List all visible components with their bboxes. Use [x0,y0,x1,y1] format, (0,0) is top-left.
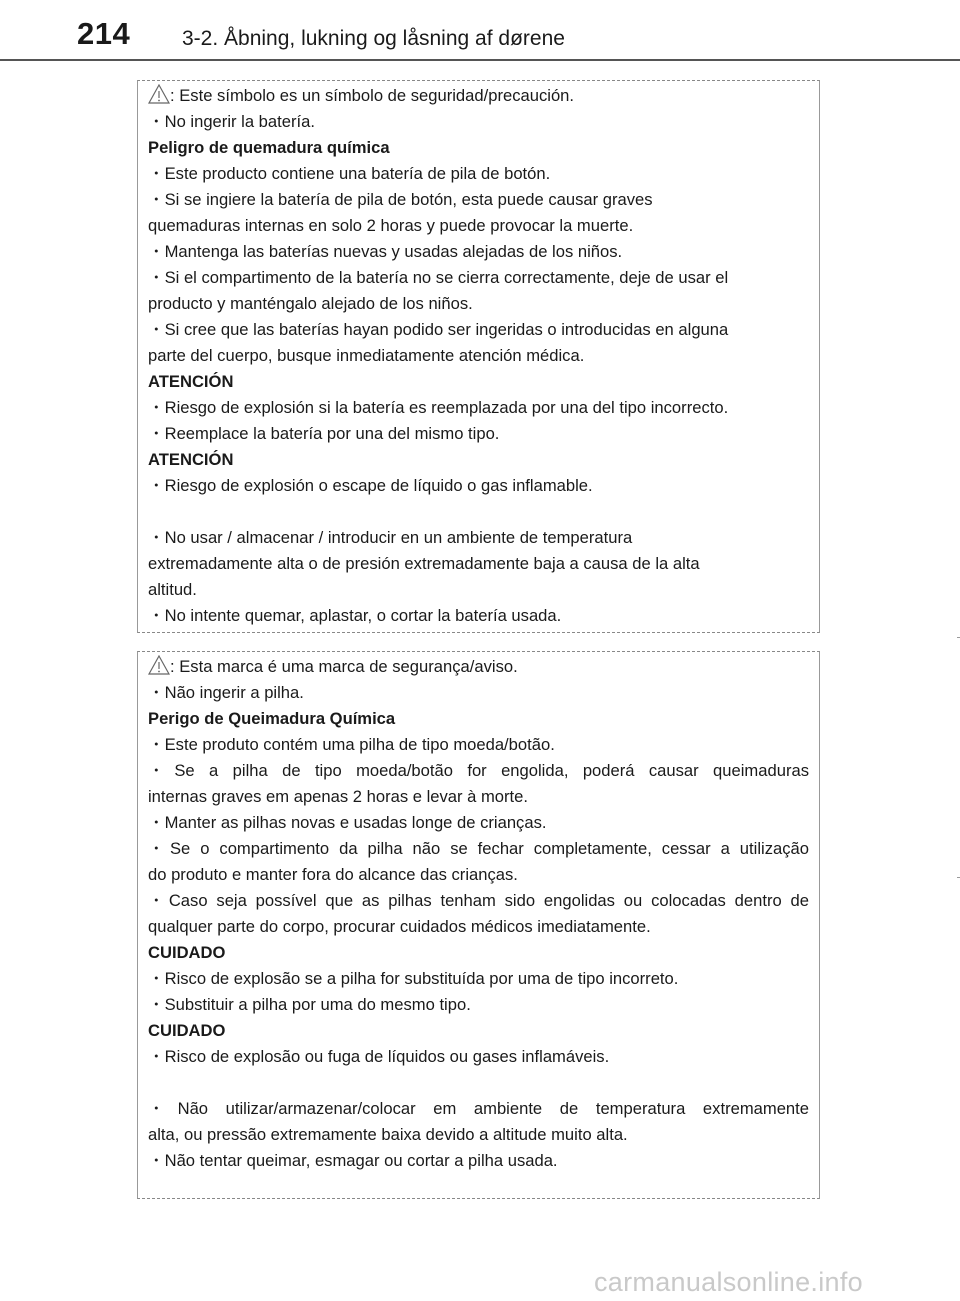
warning-line: qualquer parte do corpo, procurar cuidados médicos imediatamente. [148,917,651,936]
symbol-description: : Esta marca é uma marca de segurança/aviso. [170,657,518,676]
warning-line: alta, ou pressão extremamente baixa devido a altitude muito alta. [148,1125,628,1144]
blank-line [148,1070,809,1096]
header-rule [0,59,960,61]
symbol-line [148,83,809,109]
warning-line: extremadamente alta o de presión extremadamente baja a causa de la alta [148,554,700,573]
watermark: carmanualsonline.info [594,1267,863,1297]
warning-line: altitud. [148,580,197,599]
warning-box-spanish [137,80,820,633]
warning-heading: CUIDADO [148,943,226,962]
warning-heading: Peligro de quemadura química [148,138,390,157]
warning-heading: Perigo de Queimadura Química [148,709,396,728]
warning-line: ・Manter as pilhas novas e usadas longe de crianças. [148,813,547,832]
warning-line: ・Este producto contiene una batería de pila de botón. [148,164,551,183]
blank-line [148,499,809,525]
warning-triangle-icon [148,655,170,675]
warning-line: ・Reemplace la batería por una del mismo tipo. [148,424,500,443]
warning-box-portuguese [137,651,820,1199]
page-header [0,0,960,62]
warning-line: ・Si el compartimento de la batería no se cierra correctamente, deje de usar el [148,268,729,287]
warning-line: ・Não ingerir a pilha. [148,683,304,702]
page-number: 214 [77,16,131,51]
warning-line: quemaduras internas en solo 2 horas y puede provocar la muerte. [148,216,634,235]
warning-line: ・No intente quemar, aplastar, o cortar la batería usada. [148,606,562,625]
warning-line: ・No usar / almacenar / introducir en un ambiente de temperatura [148,528,633,547]
warning-line: ・Risco de explosão se a pilha for substituída por uma de tipo incorreto. [148,969,679,988]
warning-line: ・Substituir a pilha por uma do mesmo tipo. [148,995,471,1014]
warning-line: ・Se a pilha de tipo moeda/botão for engolida, poderá causar queimaduras [148,761,809,780]
warning-line: ・Risco de explosão ou fuga de líquidos ou gases inflamáveis. [148,1047,610,1066]
warning-heading: ATENCIÓN [148,450,234,469]
warning-line: internas graves em apenas 2 horas e levar à morte. [148,787,529,806]
warning-line: ・Caso seja possível que as pilhas tenham sido engolidas ou colocadas dentro de [148,891,809,910]
warning-line: do produto e manter fora do alcance das crianças. [148,865,518,884]
symbol-description: : Este símbolo es un símbolo de seguridad/precaución. [170,86,575,105]
warning-line: ・Não tentar queimar, esmagar ou cortar a pilha usada. [148,1151,558,1170]
warning-line: ・No ingerir la batería. [148,112,315,131]
warning-line: ・Não utilizar/armazenar/colocar em ambiente de temperatura extremamente [148,1099,809,1118]
warning-heading: CUIDADO [148,1021,226,1040]
warning-line: ・Si cree que las baterías hayan podido ser ingeridas o introducidas en alguna [148,320,729,339]
warning-line: ・Mantenga las baterías nuevas y usadas alejadas de los niños. [148,242,623,261]
warning-line: ・Si se ingiere la batería de pila de botón, esta puede causar graves [148,190,653,209]
warning-line: ・Este produto contém uma pilha de tipo moeda/botão. [148,735,555,754]
warning-heading: ATENCIÓN [148,372,234,391]
warning-triangle-icon [148,84,170,104]
section-title: 3-2. Åbning, lukning og låsning af dørene [182,27,565,50]
warning-line: ・Riesgo de explosión si la batería es reemplazada por una del tipo incorrecto. [148,398,729,417]
warning-line: parte del cuerpo, busque inmediatamente atención médica. [148,346,585,365]
warning-line: ・Se o compartimento da pilha não se fechar completamente, cessar a utilização [148,839,809,858]
symbol-line [148,654,809,680]
warning-line: producto y manténgalo alejado de los niños. [148,294,473,313]
warning-line: ・Riesgo de explosión o escape de líquido o gas inflamable. [148,476,593,495]
